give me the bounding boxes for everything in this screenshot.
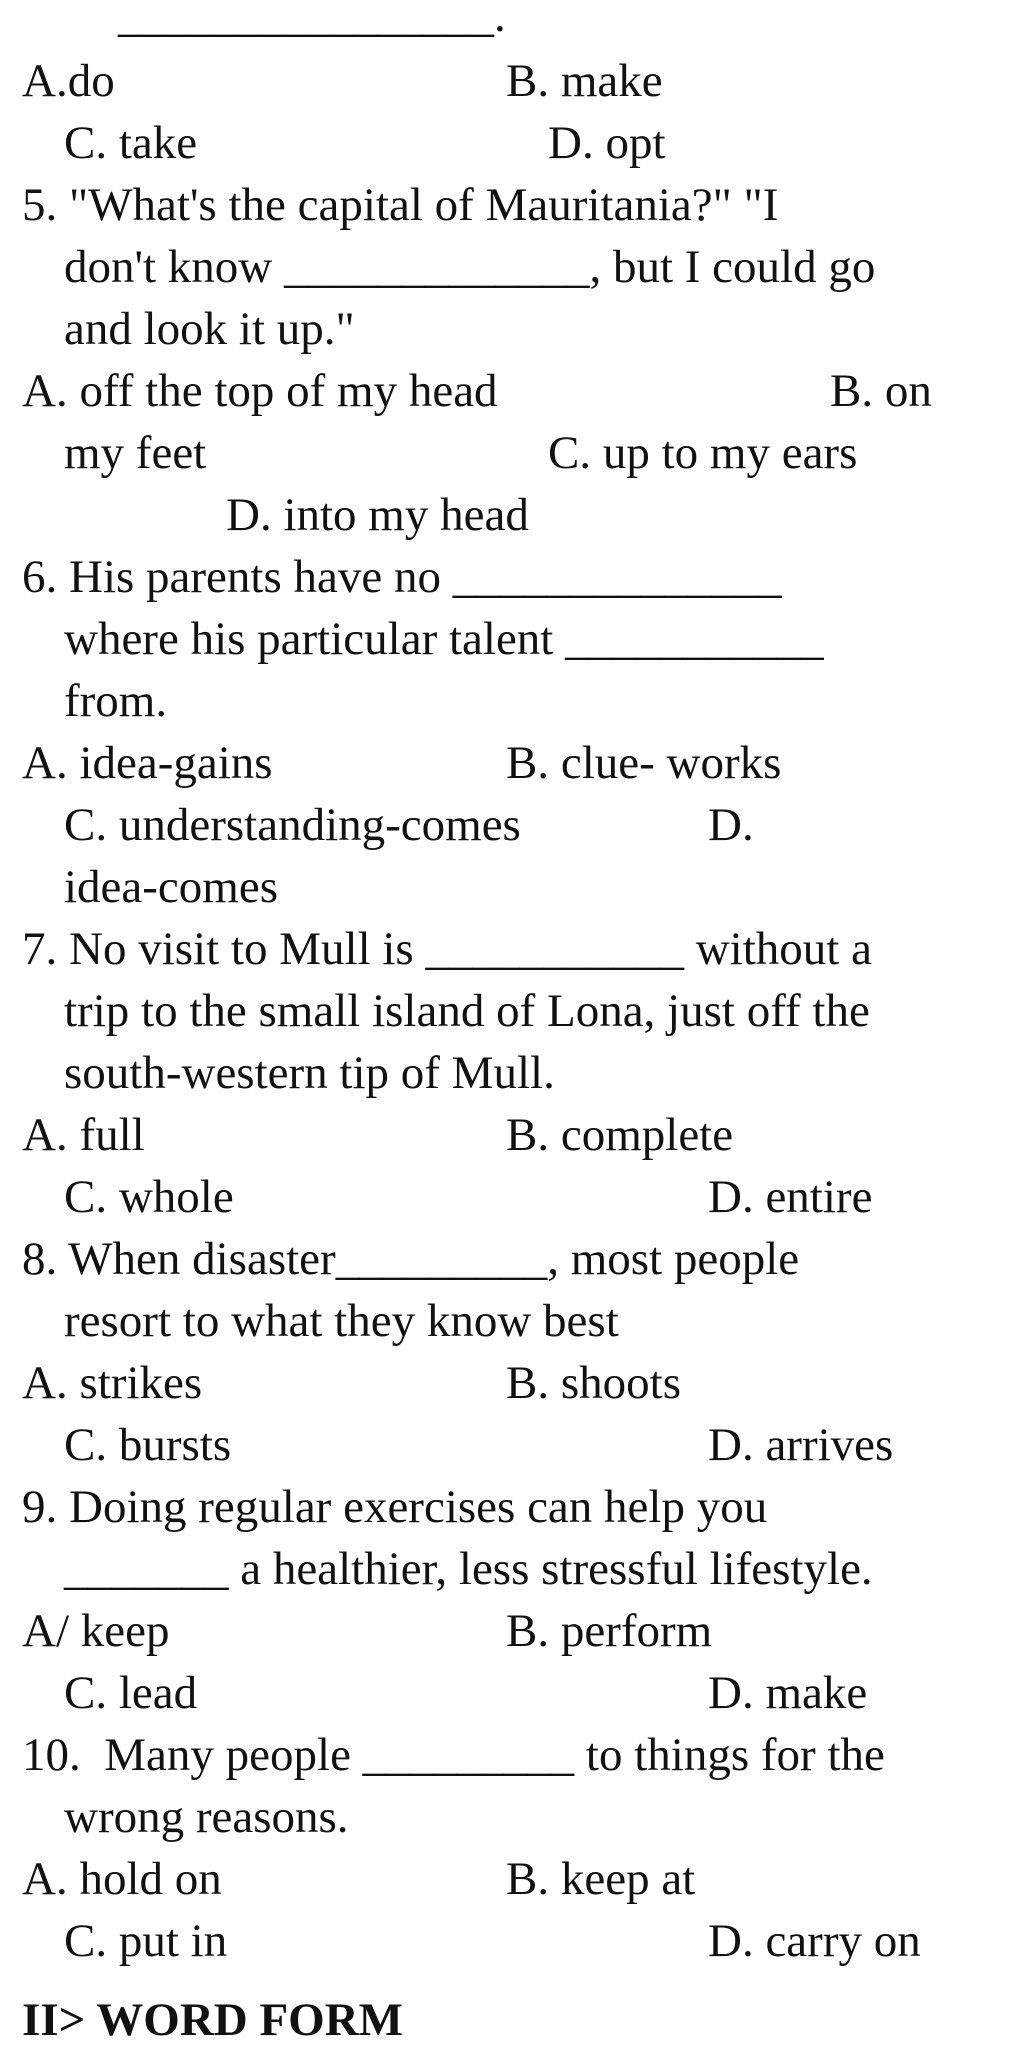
question-6-line-3: from. xyxy=(64,675,168,727)
question-6-line-2: where his particular talent ___________ xyxy=(64,613,824,665)
question-9-line-1: 9. Doing regular exercises can help you xyxy=(22,1481,768,1533)
question-5-option-b-continued: my feet xyxy=(64,427,207,479)
question-7-option-b: B. complete xyxy=(506,1109,734,1161)
question-5-line-1: 5. "What's the capital of Mauritania?" "I xyxy=(22,179,779,231)
question-10-line-1: 10. Many people _________ to things for the xyxy=(22,1729,885,1781)
question-9-option-a: A/ keep xyxy=(22,1605,170,1657)
question-7-option-a: A. full xyxy=(22,1109,145,1161)
question-6-line-1: 6. His parents have no ______________ xyxy=(22,551,782,603)
question-9-line-2: _______ a healthier, less stressful lifestyle. xyxy=(64,1543,873,1595)
question-9-option-c: C. lead xyxy=(64,1667,198,1719)
question-5-line-2: don't know _____________, but I could go xyxy=(64,241,876,293)
question-6-option-a: A. idea-gains xyxy=(22,737,273,789)
question-6-option-d: D. xyxy=(708,799,754,851)
question-5-option-b: B. on xyxy=(830,365,932,417)
question-6-option-b: B. clue- works xyxy=(506,737,782,789)
question-5-option-a: A. off the top of my head xyxy=(22,365,498,417)
question-7-option-c: C. whole xyxy=(64,1171,234,1223)
question-8-line-2: resort to what they know best xyxy=(64,1295,619,1347)
question-10-option-d: D. carry on xyxy=(708,1915,921,1967)
question-5-option-d: D. into my head xyxy=(226,489,529,541)
question-8-option-c: C. bursts xyxy=(64,1419,232,1471)
question-10-option-a: A. hold on xyxy=(22,1853,222,1905)
question-4-option-c: C. take xyxy=(64,117,198,169)
question-7-line-3: south-western tip of Mull. xyxy=(64,1047,555,1099)
question-8-option-a: A. strikes xyxy=(22,1357,203,1409)
question-10-option-c: C. put in xyxy=(64,1915,228,1967)
question-4-option-b: B. make xyxy=(506,55,663,107)
question-4-option-a: A.do xyxy=(22,55,115,107)
question-5-option-c: C. up to my ears xyxy=(548,427,858,479)
question-7-line-2: trip to the small island of Lona, just off the xyxy=(64,985,870,1037)
question-7-line-1: 7. No visit to Mull is ___________ without a xyxy=(22,923,872,975)
section-heading-word-form: II> WORD FORM xyxy=(22,1994,404,2046)
question-10-line-2: wrong reasons. xyxy=(64,1791,349,1843)
question-8-option-b: B. shoots xyxy=(506,1357,681,1409)
question-5-line-3: and look it up." xyxy=(64,303,355,355)
question-8-line-1: 8. When disaster_________, most people xyxy=(22,1233,800,1285)
question-6-option-d-continued: idea-comes xyxy=(64,861,279,913)
question-9-option-b: B. perform xyxy=(506,1605,713,1657)
question-9-option-d: D. make xyxy=(708,1667,868,1719)
question-6-option-c: C. understanding-comes xyxy=(64,799,521,851)
question-8-option-d: D. arrives xyxy=(708,1419,894,1471)
question-10-option-b: B. keep at xyxy=(506,1853,696,1905)
question-7-option-d: D. entire xyxy=(708,1171,873,1223)
question-4-blank: ________________. xyxy=(118,0,506,42)
question-4-option-d: D. opt xyxy=(548,117,666,169)
